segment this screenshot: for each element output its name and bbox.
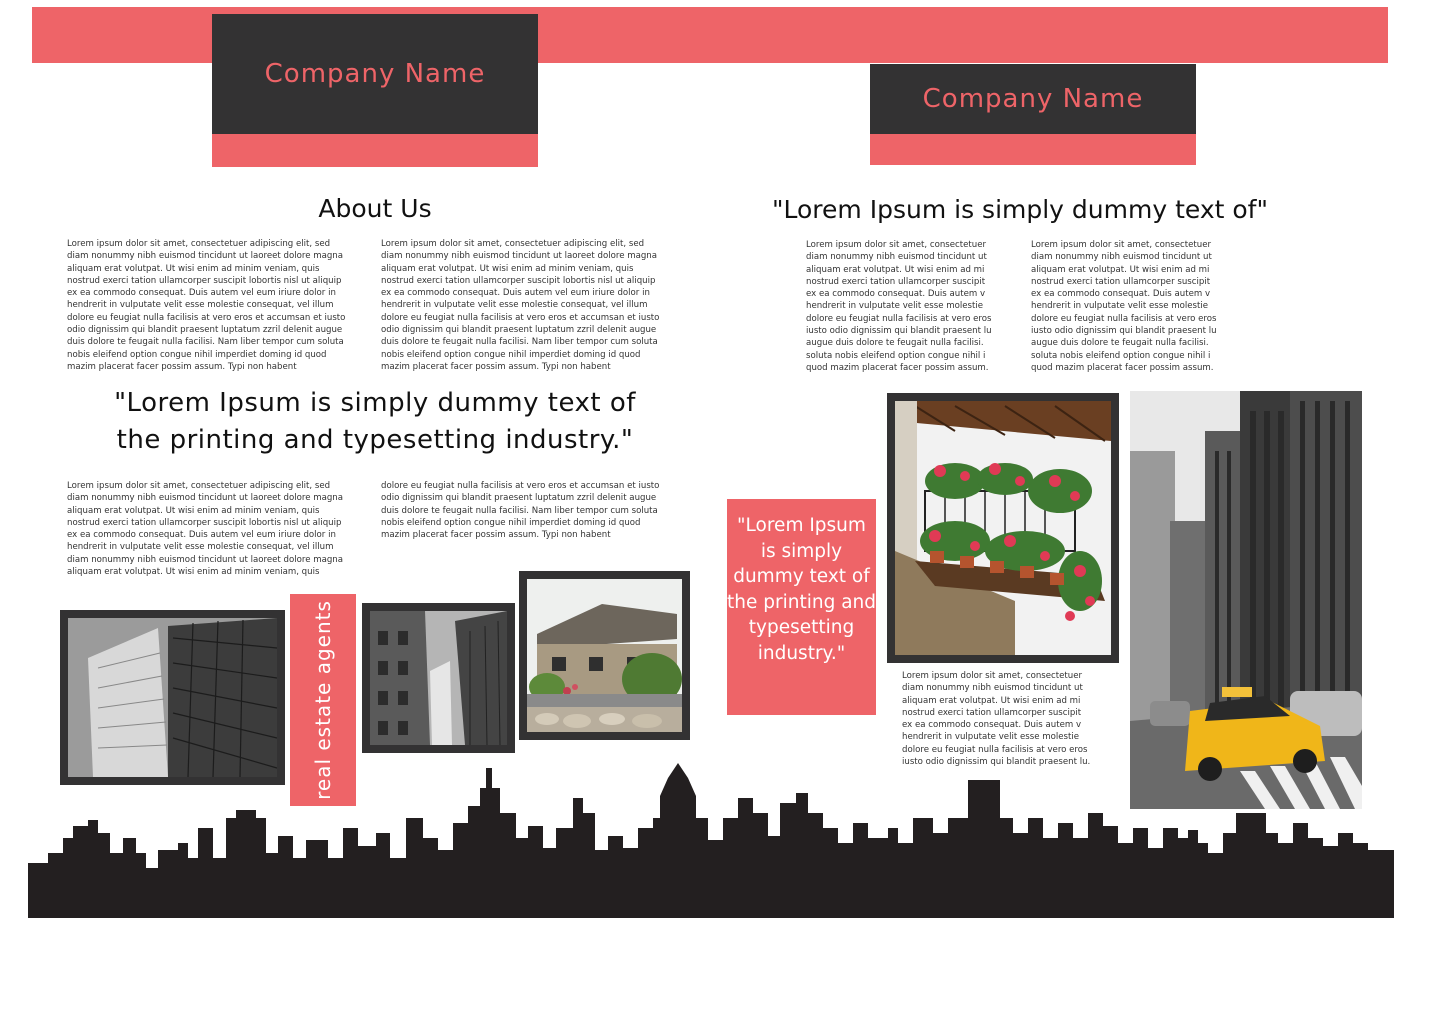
- company-logo-right: [870, 64, 1196, 134]
- company-name-left: Company Name: [264, 59, 486, 89]
- pull-quote-left: [60, 385, 690, 459]
- about-text-col2: Lorem ipsum dolor sit amet, consectetuer adipiscing elit, sed diam nonummy nibh euismod tincidunt ut laoreet dolore magna aliquam erat volutpat. Ut wisi enim ad minim veniam, quis nostrud exerci tation ullamcorper suscipit lobortis nisl ut aliquip ex ea commodo consequat. Duis autem vel eum iriure dolor in hendrerit in vulputate velit esse molestie consequat, vel illum dolore eu feugiat nulla facilisis at vero eros et accumsan et iusto odio dignissim qui blandit praesent luptatum zzril delenit augue duis dolore te feugait nulla facilisi. Nam liber tempor cum soluta nobis eleifend option congue nihil imperdiet doming id quod mazim placerat facer possim assum. Typi non habent: [381, 239, 660, 372]
- city-skyline-silhouette: [28, 758, 1394, 918]
- photo-tall-buildings: [362, 603, 515, 753]
- right-quote-heading: "Lorem Ipsum is simply dummy text of": [772, 195, 1268, 224]
- photo-flower-balcony: [887, 393, 1119, 663]
- photo-city-taxi: [1130, 391, 1362, 809]
- logo-accent-right: [870, 134, 1196, 165]
- about-text-col1: Lorem ipsum dolor sit amet, consectetuer adipiscing elit, sed diam nonummy nibh euismod tincidunt ut laoreet dolore magna aliquam erat volutpat. Ut wisi enim ad minim veniam, quis nostrud exerci tation ullamcorper suscipit lobortis nisl ut aliquip ex ea commodo consequat. Duis autem vel eum iriure dolor in hendrerit in vulputate velit esse molestie consequat, vel illum dolore eu feugiat nulla facilisis at vero eros et accumsan et iusto odio dignissim qui blandit praesent luptatum zzril delenit augue duis dolore te feugait nulla facilisi. Nam liber tempor cum soluta nobis eleifend option congue nihil imperdiet doming id quod mazim placerat facer possim assum. Typi non habent: [67, 239, 346, 372]
- pull-quote-line1: "Lorem Ipsum is simply dummy text of: [114, 388, 636, 418]
- photo-stone-cottage: [519, 571, 690, 740]
- right-text-col1: Lorem ipsum dolor sit amet, consectetuer diam nonummy nibh euismod tincidunt ut aliquam erat volutpat. Ut wisi enim ad mi nostrud exerci tation ullamcorper suscipit ex ea commodo consequat. Duis autem v hendrerit in vulputate velit esse molestie dolore eu feugiat nulla facilisis at vero eros iusto odio dignissim qui blandit praesent lu augue duis dolore te feugait nulla facilisi. soluta nobis eleifend option congue nihil i quod mazim placerat facer possim assum.: [806, 240, 992, 373]
- photo-caption-text: Lorem ipsum dolor sit amet, consectetuer diam nonummy nibh euismod tincidunt ut aliquam erat volutpat. Ut wisi enim ad mi nostrud exerci tation ullamcorper suscipit ex ea commodo consequat. Duis autem v hendrerit in vulputate velit esse molestie dolore eu feugiat nulla facilisis at vero eros iusto odio dignissim qui blandit praesent lu.: [902, 671, 1091, 768]
- quote-panel-right: [727, 499, 876, 715]
- pull-quote-line2: the printing and typesetting industry.": [116, 425, 634, 455]
- company-logo-left: [212, 14, 538, 134]
- real-estate-label: real estate agents: [311, 600, 335, 800]
- right-text-col2: Lorem ipsum dolor sit amet, consectetuer diam nonummy nibh euismod tincidunt ut aliquam erat volutpat. Ut wisi enim ad mi nostrud exerci tation ullamcorper suscipit ex ea commodo consequat. Duis autem v hendrerit in vulputate velit esse molestie dolore eu feugiat nulla facilisis at vero eros iusto odio dignissim qui blandit praesent lu augue duis dolore te feugait nulla facilisi. soluta nobis eleifend option congue nihil i quod mazim placerat facer possim assum.: [1031, 240, 1217, 373]
- about-heading: About Us: [318, 194, 432, 223]
- company-name-right: Company Name: [922, 84, 1144, 114]
- body-text-col2-bottom: dolore eu feugiat nulla facilisis at vero eros et accumsan et iusto odio dignissim qui blandit praesent luptatum zzril delenit augue duis dolore te feugait nulla facilisi. Nam liber tempor cum soluta nobis eleifend option congue nihil imperdiet doming id quod mazim placerat facer possim assum. Typi non habent: [381, 481, 660, 541]
- body-text-col1-bottom: Lorem ipsum dolor sit amet, consectetuer adipiscing elit, sed diam nonummy nibh euismod tincidunt ut laoreet dolore magna aliquam erat volutpat. Ut wisi enim ad minim veniam, quis nostrud exerci tation ullamcorper suscipit lobortis nisl ut aliquip ex ea commodo consequat. Duis autem vel eum iriure dolor in hendrerit in vulputate velit esse molestie consequat, vel illum diam nonummy nibh euismod tincidunt ut laoreet dolore magna aliquam erat volutpat. Ut wisi enim ad minim veniam, quis: [67, 481, 344, 578]
- quote-panel-text: "Lorem Ipsum is simply dummy text of the printing and typesetting industry.": [727, 515, 877, 664]
- logo-accent-left: [212, 134, 538, 167]
